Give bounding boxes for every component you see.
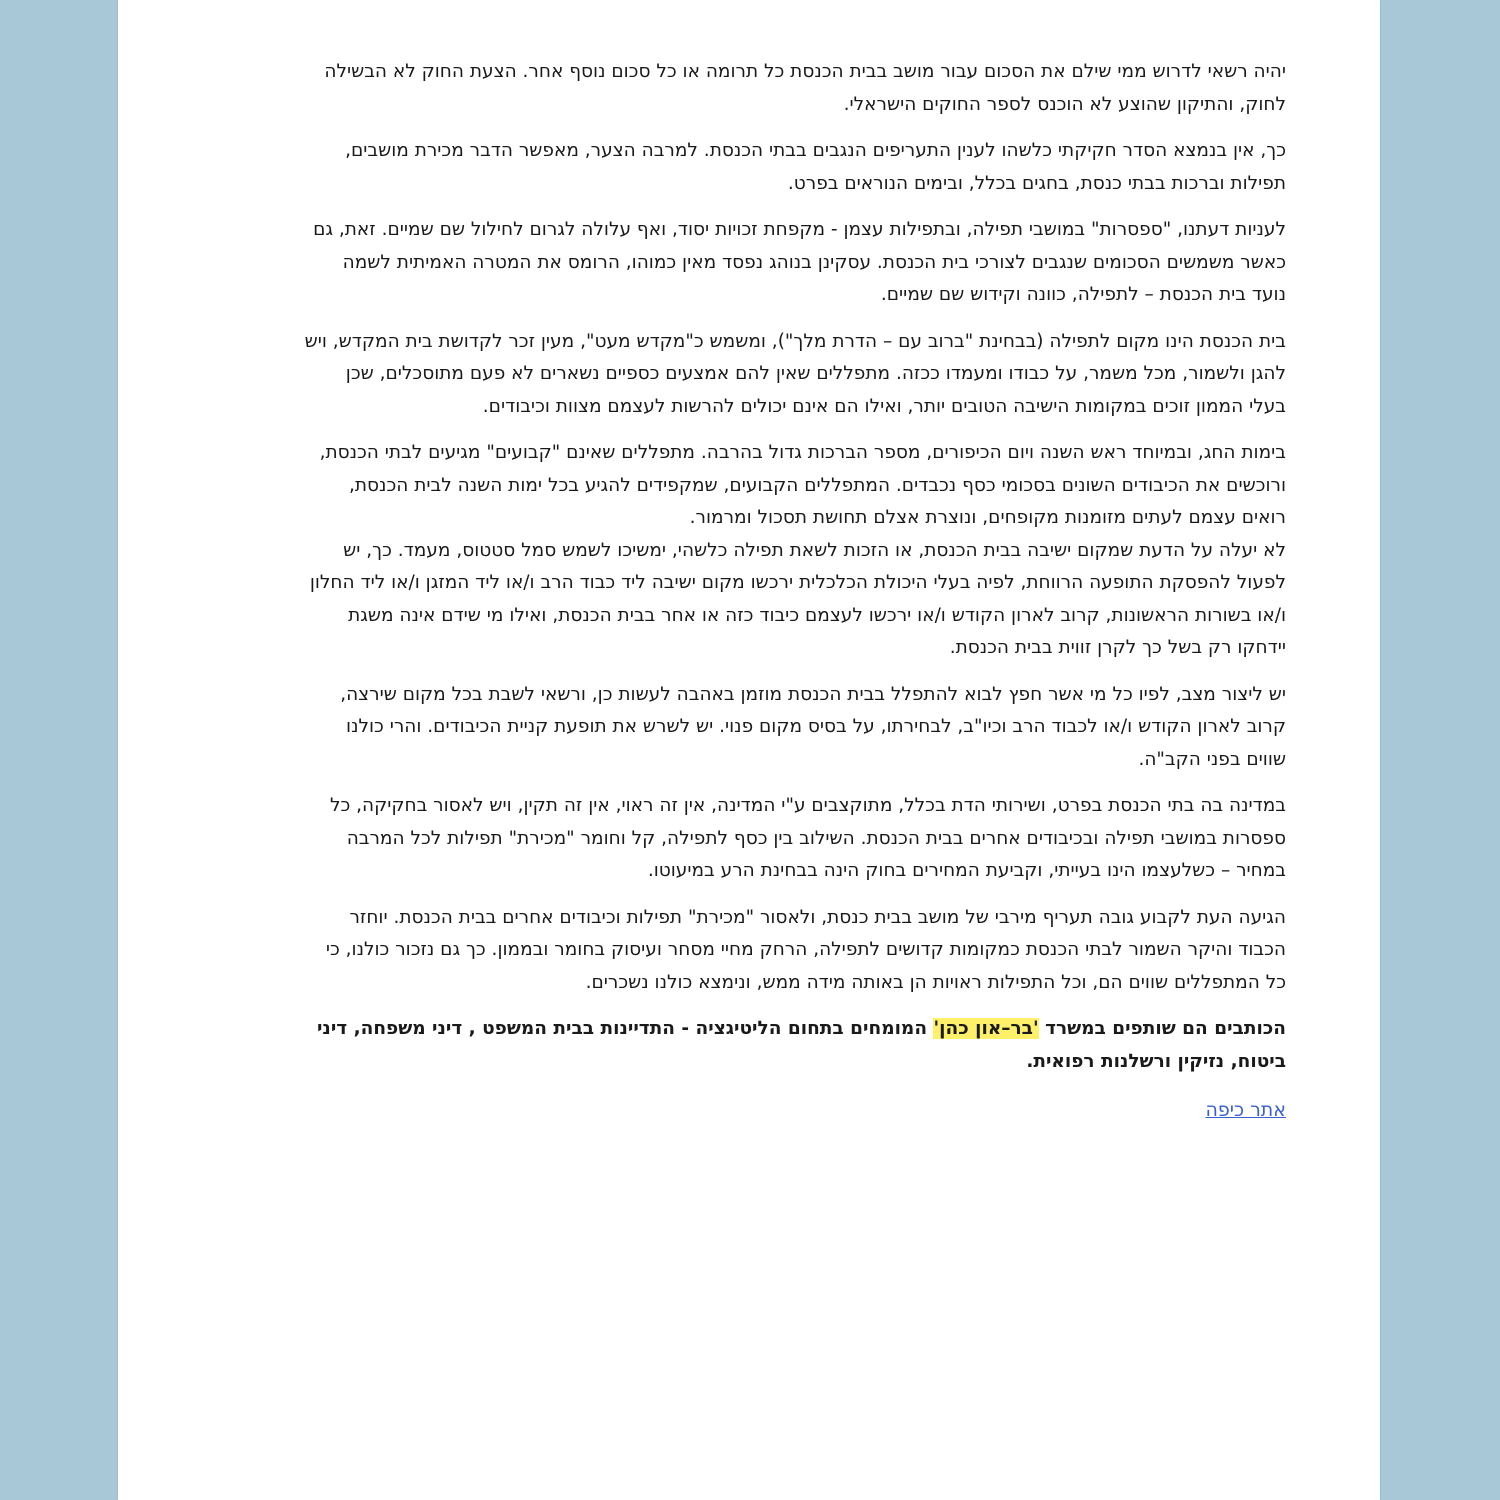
source-link[interactable]: אתר כיפה	[1205, 1099, 1286, 1121]
authors-expertise: המומחים בתחום הליטיגציה - התדיינות בבית המשפט , דיני משפחה, דיני ביטוח, נזיקין ורשלנות רפואית.	[316, 1018, 1286, 1072]
document-page	[118, 0, 1380, 1500]
paragraph: בית הכנסת הינו מקום לתפילה (בבחינת "ברוב עם – הדרת מלך"), ומשמש כ"מקדש מעט", מעין זכר לקדושת בית המקדש, ויש להגן ולשמור, מכל משמר, על כבודו ומעמדו ככזה. מתפללים שאין להם אמצעים כספיים נשארים לא פעם מתוסכלים, שכן בעלי הממון זוכים במקומות הישיבה הטובים יותר, ואילו הם אינם יכולים להרשות לעצמם מצוות וכיבודים.	[304, 330, 1286, 417]
paragraph: יהיה רשאי לדרוש ממי שילם את הסכום עבור מושב בבית הכנסת כל תרומה או כל סכום נוסף אחר. הצעת החוק לא הבשילה לחוק, והתיקון שהוצע לא הוכנס לספר החוקים הישראלי.	[324, 61, 1286, 115]
paragraph: הגיעה העת לקבוע גובה תעריף מירבי של מושב בבית כנסת, ולאסור "מכירת" תפילות וכיבודים אחרים בבית הכנסת. יוחזר הכבוד והיקר השמור לבתי הכנסת כמקומות קדושים לתפילה, הרחק מחיי מסחר ועיסוק בחומר ובממון. כך גם נזכור כולנו, כי כל המתפללים שווים הם, וכל התפילות ראויות הן באותה מידה ממש, ונימצא כולנו נשכרים.	[325, 906, 1286, 993]
authors-note	[304, 1013, 1286, 1078]
paragraph: לעניות דעתנו, "ספסרות" במושבי תפילה, ובתפילות עצמן - מקפחת זכויות יסוד, ואף עלולה לגרום לחילול שם שמיים. זאת, גם כאשר משמשים הסכומים שנגבים לצורכי בית הכנסת. עסקינן בנוהג נפסד מאין כמוהו, הרומס את המטרה האמיתית לשמה נועד בית הכנסת – לתפילה, כוונה וקידוש שם שמיים.	[313, 219, 1286, 305]
article-body	[304, 56, 1286, 1128]
paragraph: לא יעלה על הדעת שמקום ישיבה בבית הכנסת, או הזכות לשאת תפילה כלשהי, ימשיכו לשמש סמל סטטוס, מעמד. כך, יש לפעול להפסקת התופעה הרווחת, לפיה בעלי היכולת הכלכלית ירכשו מקום ישיבה ליד כבוד הרב ו/או ליד המזגן ו/או ליד החלון ו/או בשורות הראשונות, קרוב לארון הקודש ו/או ירכשו לעצמם כיבוד כזה או אחר בבית הכנסת, ואילו מי שידם אינה משגת יידחקו רק בשל כך לקרן זווית בבית הכנסת.	[309, 539, 1286, 658]
paragraph: במדינה בה בתי הכנסת בפרט, ושירותי הדת בכלל, מתוקצבים ע"י המדינה, אין זה ראוי, אין זה תקין, ויש לאסור בחקיקה, כל ספסרות במושבי תפילה ובכיבודים אחרים בבית הכנסת. השילוב בין כסף לתפילה, קל וחומר "מכירת" תפילות לכל המרבה במחיר – כשלעצמו הינו בעייתי, וקביעת המחירים בחוק הינה בבחינת הרע במיעוטו.	[329, 795, 1286, 881]
firm-name-highlight: 'בר–און כהן'	[933, 1018, 1039, 1039]
paragraph: בימות החג, ובמיוחד ראש השנה ויום הכיפורים, מספר הברכות גדול בהרבה. מתפללים שאינם "קבועים" מגיעים לבתי הכנסת, ורוכשים את הכיבודים השונים בסכומי כסף נכבדים. המתפללים הקבועים, שמקפידים להגיע בכל ימות השנה לבית הכנסת, רואים עצמם לעתים מזומנות מקופחים, ונוצרת אצלם תחושת תסכול ומרמור.	[319, 442, 1286, 528]
paragraph: יש ליצור מצב, לפיו כל מי אשר חפץ לבוא להתפלל בבית הכנסת מוזמן באהבה לעשות כן, ורשאי לשבת בכל מקום שירצה, קרוב לארון הקודש ו/או לכבוד הרב וכיו"ב, לבחירתו, על בסיס מקום פנוי. יש לשרש את תופעת קניית הכיבודים. והרי כולנו שווים בפני הקב"ה.	[340, 683, 1286, 770]
authors-intro: הכותבים הם שותפים במשרד	[1038, 1018, 1286, 1039]
paragraph: כך, אין בנמצא הסדר חקיקתי כלשהו לענין התעריפים הנגבים בבתי הכנסת. למרבה הצער, מאפשר הדבר מכירת מושבים, תפילות וברכות בבתי כנסת, בחגים בכלל, ובימים הנוראים בפרט.	[345, 140, 1286, 194]
